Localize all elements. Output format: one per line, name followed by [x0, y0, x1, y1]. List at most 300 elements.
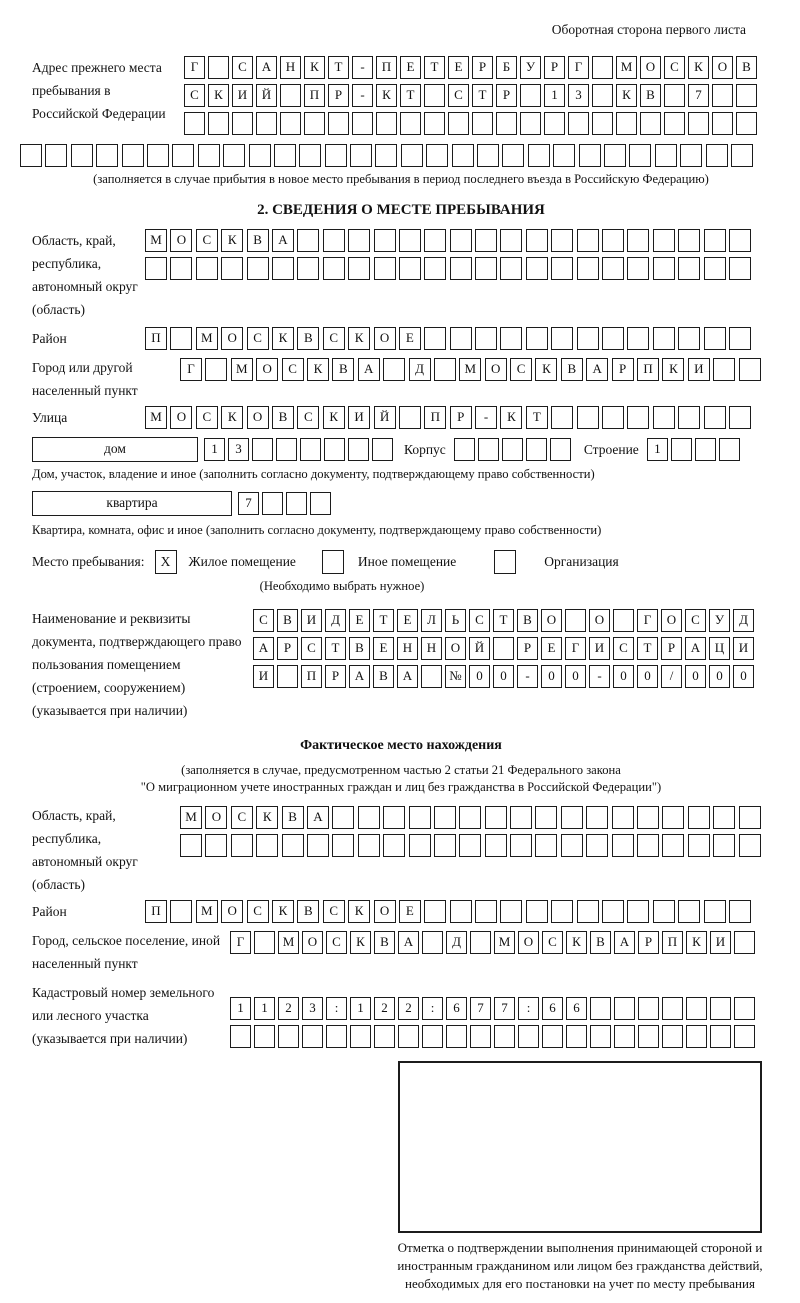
char-cell: [434, 806, 456, 829]
char-cell: [612, 834, 634, 857]
char-cell: [500, 327, 522, 350]
char-cell: [434, 358, 456, 381]
char-cell: [713, 834, 735, 857]
char-cell: С: [469, 609, 490, 632]
char-cell: [170, 257, 192, 280]
char-cell: Г: [180, 358, 202, 381]
char-cell: К: [350, 931, 371, 954]
char-cell: К: [566, 931, 587, 954]
char-cell: [375, 144, 397, 167]
char-cell: [399, 229, 421, 252]
char-cell: [304, 112, 325, 135]
char-cell: В: [332, 358, 354, 381]
char-cell: [302, 1025, 323, 1048]
char-cell: [653, 900, 675, 923]
char-cell: [496, 112, 517, 135]
char-cell: И: [589, 637, 610, 660]
char-cell: Р: [517, 637, 538, 660]
char-cell: [450, 327, 472, 350]
char-cell: [459, 834, 481, 857]
char-cell: [170, 327, 192, 350]
char-cell: [662, 1025, 683, 1048]
char-cell: [272, 257, 294, 280]
char-cell: [434, 834, 456, 857]
char-cell: [713, 358, 735, 381]
checkbox-residential: X: [155, 550, 177, 574]
char-cell: Е: [397, 609, 418, 632]
char-cell: [664, 112, 685, 135]
actual-location-title: Фактическое место нахождения: [300, 738, 502, 753]
char-cell: Р: [328, 84, 349, 107]
prev-address-row-4: [20, 144, 770, 167]
cadastre-block: [32, 981, 770, 1053]
char-cell: Г: [230, 931, 251, 954]
char-cell: [374, 229, 396, 252]
char-cell: У: [709, 609, 730, 632]
char-cell: [276, 438, 297, 461]
char-cell: [734, 931, 755, 954]
char-cell: [424, 327, 446, 350]
document-row-3: [253, 665, 757, 688]
char-cell: [502, 144, 524, 167]
char-cell: 7: [688, 84, 709, 107]
char-cell: [704, 327, 726, 350]
char-cell: С: [247, 327, 269, 350]
char-cell: Т: [637, 637, 658, 660]
char-cell: [205, 834, 227, 857]
char-cell: [196, 257, 218, 280]
char-cell: Р: [450, 406, 472, 429]
actual-district-block: [32, 900, 770, 923]
char-cell: Р: [325, 665, 346, 688]
region-row-1: [145, 229, 754, 252]
char-cell: [247, 257, 269, 280]
char-cell: [323, 257, 345, 280]
char-cell: [579, 144, 601, 167]
char-cell: [282, 834, 304, 857]
actual-district-row: [145, 900, 754, 923]
char-cell: [421, 665, 442, 688]
char-cell: [553, 144, 575, 167]
street-label: Улица: [32, 410, 68, 425]
char-cell: 3: [228, 438, 249, 461]
char-cell: [424, 257, 446, 280]
char-cell: Ь: [445, 609, 466, 632]
char-cell: [400, 112, 421, 135]
district-block: [32, 327, 770, 350]
char-cell: Т: [325, 637, 346, 660]
char-cell: [398, 1025, 419, 1048]
char-cell: К: [688, 56, 709, 79]
char-cell: [274, 144, 296, 167]
char-cell: [678, 229, 700, 252]
char-cell: [604, 144, 626, 167]
char-cell: Н: [421, 637, 442, 660]
char-cell: [45, 144, 67, 167]
char-cell: К: [208, 84, 229, 107]
char-cell: [348, 257, 370, 280]
char-cell: 2: [374, 997, 395, 1020]
char-cell: [409, 806, 431, 829]
char-cell: [424, 112, 445, 135]
char-cell: [544, 112, 565, 135]
char-cell: [383, 806, 405, 829]
char-cell: [662, 806, 684, 829]
char-cell: С: [231, 806, 253, 829]
char-cell: [475, 327, 497, 350]
char-cell: [280, 84, 301, 107]
house-note: Дом, участок, владение и иное (заполнить согласно документу, подтверждающему право собственности): [32, 467, 595, 481]
char-cell: [232, 112, 253, 135]
char-cell: [300, 438, 321, 461]
street-row: [145, 406, 754, 429]
char-cell: Р: [496, 84, 517, 107]
char-cell: [614, 997, 635, 1020]
char-cell: [627, 900, 649, 923]
char-cell: Т: [526, 406, 548, 429]
char-cell: [172, 144, 194, 167]
char-cell: [535, 806, 557, 829]
char-cell: [739, 358, 761, 381]
char-cell: [372, 438, 393, 461]
char-cell: [448, 112, 469, 135]
actual-region-block: [32, 804, 770, 896]
char-cell: О: [170, 229, 192, 252]
char-cell: [592, 112, 613, 135]
char-cell: И: [733, 637, 754, 660]
actual-city-block: [32, 929, 770, 975]
apartment-type-box: квартира: [32, 491, 232, 516]
char-cell: [551, 900, 573, 923]
char-cell: Г: [565, 637, 586, 660]
char-cell: Л: [421, 609, 442, 632]
char-cell: [551, 406, 573, 429]
char-cell: В: [374, 931, 395, 954]
char-cell: [470, 1025, 491, 1048]
char-cell: [184, 112, 205, 135]
char-cell: [470, 931, 491, 954]
char-cell: С: [448, 84, 469, 107]
document-label: Наименование и реквизиты документа, подтверждающего право пользования помещением (строением, сооружением) (указывается при наличии): [32, 611, 242, 718]
char-cell: 0: [613, 665, 634, 688]
char-cell: П: [637, 358, 659, 381]
char-cell: К: [221, 406, 243, 429]
char-cell: [323, 229, 345, 252]
char-cell: [399, 406, 421, 429]
char-cell: [627, 327, 649, 350]
char-cell: -: [517, 665, 538, 688]
char-cell: Н: [397, 637, 418, 660]
char-cell: П: [662, 931, 683, 954]
char-cell: [535, 834, 557, 857]
char-cell: /: [661, 665, 682, 688]
house-type-box: дом: [32, 437, 198, 462]
char-cell: [653, 257, 675, 280]
char-cell: Е: [373, 637, 394, 660]
char-cell: [662, 997, 683, 1020]
char-cell: [277, 665, 298, 688]
char-cell: [520, 84, 541, 107]
char-cell: [678, 257, 700, 280]
char-cell: 0: [709, 665, 730, 688]
char-cell: [526, 900, 548, 923]
char-cell: Т: [493, 609, 514, 632]
char-cell: В: [736, 56, 757, 79]
char-cell: 2: [398, 997, 419, 1020]
char-cell: [640, 112, 661, 135]
char-cell: [502, 438, 523, 461]
char-cell: 1: [544, 84, 565, 107]
char-cell: [278, 1025, 299, 1048]
char-cell: [590, 997, 611, 1020]
char-cell: [566, 1025, 587, 1048]
char-cell: [713, 806, 735, 829]
char-cell: [223, 144, 245, 167]
char-cell: С: [184, 84, 205, 107]
char-cell: С: [664, 56, 685, 79]
char-cell: [376, 112, 397, 135]
city-label: Город или другой населенный пункт: [32, 360, 138, 398]
char-cell: [493, 637, 514, 660]
char-cell: [577, 900, 599, 923]
char-cell: [450, 257, 472, 280]
stay-type-note: (Необходимо выбрать нужное): [259, 579, 425, 593]
char-cell: [561, 806, 583, 829]
char-cell: [739, 806, 761, 829]
char-cell: У: [520, 56, 541, 79]
char-cell: [510, 834, 532, 857]
char-cell: [551, 257, 573, 280]
char-cell: [528, 144, 550, 167]
char-cell: [627, 406, 649, 429]
char-cell: В: [282, 806, 304, 829]
char-cell: А: [614, 931, 635, 954]
char-cell: 1: [254, 997, 275, 1020]
char-cell: :: [326, 997, 347, 1020]
char-cell: Т: [472, 84, 493, 107]
char-cell: К: [272, 327, 294, 350]
char-cell: К: [323, 406, 345, 429]
char-cell: 1: [350, 997, 371, 1020]
char-cell: 6: [446, 997, 467, 1020]
char-cell: [254, 1025, 275, 1048]
char-cell: [613, 609, 634, 632]
char-cell: [704, 900, 726, 923]
char-cell: В: [640, 84, 661, 107]
actual-location-note-1: (заполняется в случае, предусмотренном частью 2 статьи 21 Федерального закона: [181, 763, 621, 777]
actual-city-row: [230, 931, 758, 954]
char-cell: [704, 257, 726, 280]
char-cell: [475, 229, 497, 252]
char-cell: [568, 112, 589, 135]
char-cell: В: [297, 327, 319, 350]
char-cell: Н: [280, 56, 301, 79]
char-cell: К: [376, 84, 397, 107]
char-cell: 6: [542, 997, 563, 1020]
char-cell: [383, 358, 405, 381]
char-cell: [729, 229, 751, 252]
char-cell: О: [518, 931, 539, 954]
char-cell: [310, 492, 331, 515]
char-cell: В: [247, 229, 269, 252]
char-cell: [706, 144, 728, 167]
char-cell: [662, 834, 684, 857]
char-cell: [374, 1025, 395, 1048]
char-cell: [352, 112, 373, 135]
prev-address-row-3: [184, 112, 760, 135]
char-cell: Р: [544, 56, 565, 79]
char-cell: [485, 834, 507, 857]
char-cell: :: [422, 997, 443, 1020]
char-cell: [602, 327, 624, 350]
char-cell: [551, 229, 573, 252]
stay-type-block: [32, 549, 770, 595]
apartment-block: [32, 491, 770, 539]
char-cell: [710, 1025, 731, 1048]
cadastre-row-2: [230, 1025, 758, 1048]
char-cell: 7: [238, 492, 259, 515]
actual-city-label: Город, сельское поселение, иной населенный пункт: [32, 933, 221, 971]
char-cell: [475, 257, 497, 280]
char-cell: О: [712, 56, 733, 79]
char-cell: [477, 144, 499, 167]
char-cell: [678, 900, 700, 923]
char-cell: Т: [328, 56, 349, 79]
char-cell: [299, 144, 321, 167]
char-cell: -: [352, 84, 373, 107]
city-row: [180, 358, 764, 381]
char-cell: К: [348, 327, 370, 350]
region-row-2: [145, 257, 754, 280]
section2-title: 2. СВЕДЕНИЯ О МЕСТЕ ПРЕБЫВАНИЯ: [257, 202, 545, 218]
char-cell: 0: [541, 665, 562, 688]
street-block: [32, 406, 770, 429]
checkbox-organization: [494, 550, 516, 574]
char-cell: [736, 84, 757, 107]
char-cell: [653, 406, 675, 429]
char-cell: [221, 257, 243, 280]
char-cell: К: [686, 931, 707, 954]
char-cell: А: [398, 931, 419, 954]
char-cell: [297, 229, 319, 252]
char-cell: Т: [373, 609, 394, 632]
char-cell: 1: [647, 438, 668, 461]
stroenie-cells: [647, 438, 743, 461]
char-cell: [422, 931, 443, 954]
char-cell: Б: [496, 56, 517, 79]
char-cell: [424, 84, 445, 107]
char-cell: [664, 84, 685, 107]
char-cell: [518, 1025, 539, 1048]
char-cell: 7: [470, 997, 491, 1020]
char-cell: [602, 229, 624, 252]
char-cell: [612, 806, 634, 829]
char-cell: М: [278, 931, 299, 954]
char-cell: А: [586, 358, 608, 381]
char-cell: С: [282, 358, 304, 381]
char-cell: [678, 406, 700, 429]
char-cell: О: [221, 327, 243, 350]
prev-address-block: [32, 56, 770, 188]
char-cell: [561, 834, 583, 857]
char-cell: [326, 1025, 347, 1048]
char-cell: П: [304, 84, 325, 107]
char-cell: 0: [733, 665, 754, 688]
char-cell: [695, 438, 716, 461]
char-cell: С: [685, 609, 706, 632]
char-cell: [629, 144, 651, 167]
char-cell: [520, 112, 541, 135]
char-cell: [616, 112, 637, 135]
char-cell: [332, 806, 354, 829]
char-cell: К: [307, 358, 329, 381]
char-cell: [526, 229, 548, 252]
char-cell: [731, 144, 753, 167]
char-cell: [678, 327, 700, 350]
char-cell: [350, 144, 372, 167]
char-cell: [170, 900, 192, 923]
char-cell: [450, 229, 472, 252]
char-cell: [671, 438, 692, 461]
char-cell: [688, 112, 709, 135]
char-cell: И: [253, 665, 274, 688]
char-cell: Е: [399, 900, 421, 923]
char-cell: [592, 56, 613, 79]
korpus-cells: [454, 438, 574, 461]
char-cell: В: [297, 900, 319, 923]
char-cell: [551, 327, 573, 350]
char-cell: [401, 144, 423, 167]
char-cell: В: [277, 609, 298, 632]
char-cell: [653, 327, 675, 350]
char-cell: [249, 144, 271, 167]
prev-address-label: Адрес прежнего места пребывания в Российской Федерации: [32, 60, 166, 121]
char-cell: О: [302, 931, 323, 954]
char-cell: О: [640, 56, 661, 79]
char-cell: [729, 327, 751, 350]
char-cell: 2: [278, 997, 299, 1020]
prev-address-note: (заполняется в случае прибытия в новое место пребывания в период последнего въезда в Российскую Федерацию): [93, 172, 709, 186]
char-cell: 0: [637, 665, 658, 688]
char-cell: [586, 834, 608, 857]
prev-address-row-1: [184, 56, 760, 79]
char-cell: С: [323, 327, 345, 350]
char-cell: [686, 997, 707, 1020]
char-cell: [739, 834, 761, 857]
char-cell: Ц: [709, 637, 730, 660]
option-organization-label: Организация: [544, 554, 619, 569]
char-cell: [208, 56, 229, 79]
char-cell: [614, 1025, 635, 1048]
char-cell: К: [616, 84, 637, 107]
char-cell: А: [307, 806, 329, 829]
char-cell: П: [145, 327, 167, 350]
apartment-note: Квартира, комната, офис и иное (заполнить согласно документу, подтверждающему право собственности): [32, 523, 602, 537]
char-cell: М: [196, 900, 218, 923]
char-cell: -: [475, 406, 497, 429]
char-cell: О: [170, 406, 192, 429]
char-cell: К: [256, 806, 278, 829]
char-cell: С: [196, 229, 218, 252]
char-cell: М: [180, 806, 202, 829]
prev-address-row-2: [184, 84, 760, 107]
char-cell: 3: [302, 997, 323, 1020]
char-cell: Р: [612, 358, 634, 381]
char-cell: О: [445, 637, 466, 660]
char-cell: С: [542, 931, 563, 954]
char-cell: [231, 834, 253, 857]
char-cell: 0: [469, 665, 490, 688]
